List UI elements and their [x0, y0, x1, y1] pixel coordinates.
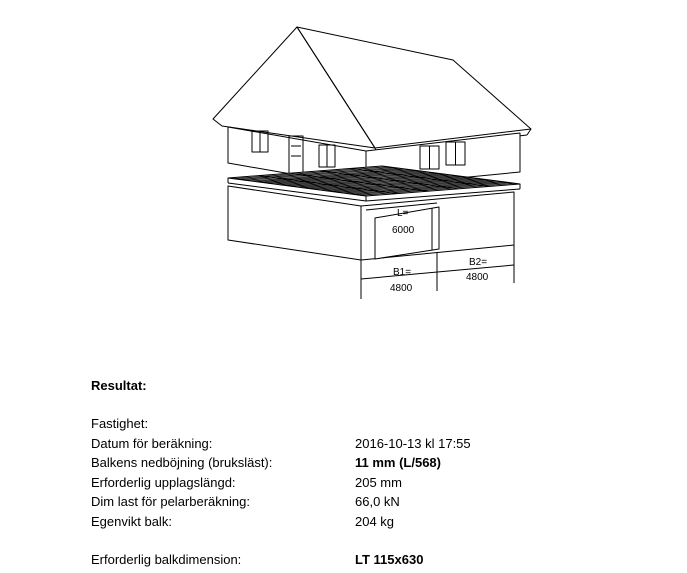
l-name-label: L= — [397, 208, 409, 219]
result-label: Dim last för pelarberäkning: — [91, 494, 250, 509]
result-value: 11 mm (L/568) — [355, 455, 441, 470]
result-row — [91, 473, 402, 493]
dimension-label: Erforderlig balkdimension: — [91, 552, 242, 567]
l-value-label: 6000 — [392, 225, 415, 236]
result-row — [91, 512, 395, 532]
result-label: Erforderlig upplagslängd: — [91, 474, 236, 490]
result-label: Egenvikt balk: — [91, 513, 172, 529]
result-row — [91, 492, 400, 512]
b2-name-label: B2= — [469, 257, 488, 268]
result-value: 2016-10-13 kl 17:55 — [355, 435, 471, 451]
result-value: 205 mm — [355, 474, 402, 490]
results-title: Resultat: — [91, 378, 147, 393]
b1-value-label: 4800 — [390, 283, 413, 294]
result-label: Fastighet: — [91, 416, 149, 431]
result-value: 204 kg — [355, 513, 395, 529]
result-row — [91, 414, 147, 434]
b1-name-label: B1= — [393, 267, 412, 278]
result-value: 66,0 kN — [355, 494, 400, 509]
result-row — [91, 434, 471, 454]
result-row — [91, 453, 441, 473]
result-label: Balkens nedböjning (bruksläst): — [91, 455, 273, 470]
foundation — [228, 186, 514, 260]
result-label: Datum för beräkning: — [91, 435, 213, 451]
dimension-row — [91, 550, 424, 570]
b2-value-label: 4800 — [466, 272, 489, 283]
results-section — [91, 378, 471, 570]
dimension-value: LT 115x630 — [355, 552, 424, 567]
